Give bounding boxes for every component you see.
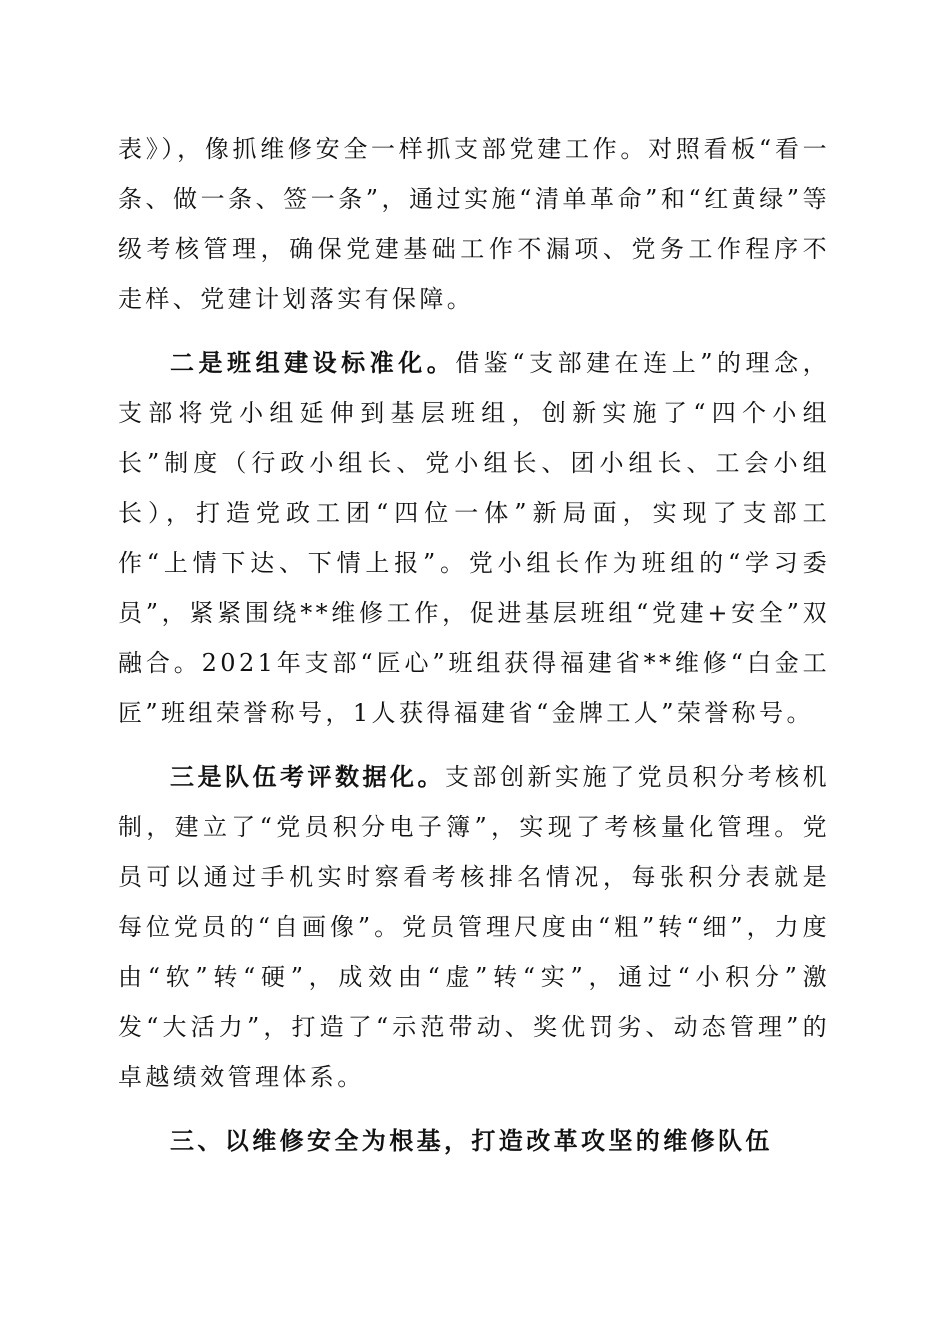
section-heading: 三、以维修安全为根基，打造改革攻坚的维修队伍 <box>170 1126 773 1155</box>
paragraph-continued <box>118 124 830 324</box>
paragraph-text: 借鉴“支部建在连上”的理念，支部将党小组延伸到基层班组，创新实施了“四个小组长”制度（行政小组长、党小组长、团小组长、工会小组长），打造党政工团“四位一体”新局面，实现了支部工作“上情下达、下情上报”。党小组长作为班组的“学习委员”，紧紧围绕**维修工作，促进基层班组“党建+安全”双融合。2021年支部“匠心”班组获得福建省**维修“白金工匠”班组荣誉称号，1人获得福建省“金牌工人”荣誉称号。 <box>118 349 831 727</box>
paragraph-evaluation-data <box>118 752 830 1102</box>
paragraph-text: 表》），像抓维修安全一样抓支部党建工作。对照看板“看一条、做一条、签一条”，通过实施“清单革命”和“红黄绿”等级考核管理，确保党建基础工作不漏项、党务工作程序不走样、党建计划落实有保障。 <box>118 135 830 313</box>
document-body <box>118 124 830 1166</box>
paragraph-text: 支部创新实施了党员积分考核机制，建立了“党员积分电子簿”，实现了考核量化管理。党员可以通过手机实时察看考核排名情况，每张积分表就是每位党员的“自画像”。党员管理尺度由“粗”转“细”，力度由“软”转“硬”，成效由“虚”转“实”，通过“小积分”激发“大活力”，打造了“示范带动、奖优罚劣、动态管理”的卓越绩效管理体系。 <box>118 763 830 1091</box>
paragraph-lead: 二是班组建设标准化。 <box>170 348 456 377</box>
paragraph-lead: 三是队伍考评数据化。 <box>170 762 446 791</box>
paragraph-team-standardization <box>118 338 830 738</box>
